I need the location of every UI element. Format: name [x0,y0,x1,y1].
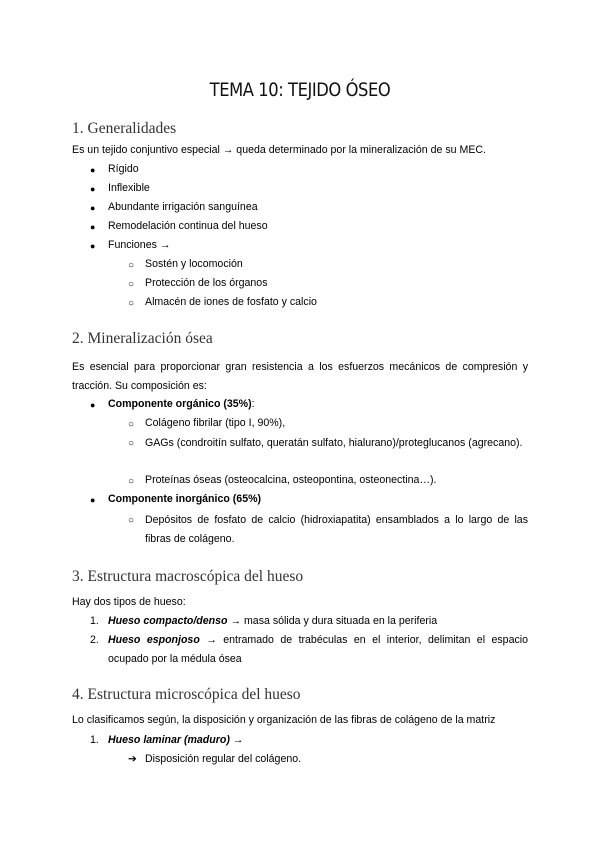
bullet-icon: ● [90,222,96,232]
item-label: Hueso laminar (maduro) [108,734,230,746]
item-text: → masa sólida y dura situada en la periferia [227,615,438,627]
section-1-heading: 1. Generalidades [72,120,177,137]
circle-bullet-icon: ○ [128,476,135,487]
list-item [108,614,437,630]
section-2-intro: Es esencial para proporcionar gran resistencia a los esfuerzos mecánicos de compresión y tracción. Su composición es: [72,361,528,392]
item-text: → [229,734,244,746]
bullet-icon: ● [90,495,96,505]
sub-list-item: Colágeno fibrilar (tipo I, 90%), [145,417,286,429]
list-number: 1. [90,615,99,627]
item-text: → entramado de trabéculas en el interior, delimitan el espacio ocupado por la médula ósea [108,634,528,665]
item-label: Hueso esponjoso [108,634,200,646]
list-item-inorganic: Componente inorgánico (65%) [108,493,262,505]
list-item [108,733,243,749]
list-number: 1. [90,734,99,746]
item-label: Hueso compacto/denso [108,615,228,627]
circle-bullet-icon: ○ [128,298,135,309]
section-3-heading: 3. Estructura macroscópica del hueso [72,568,304,585]
sub-list-item: Sostén y locomoción [145,258,243,270]
list-item-organic [108,397,255,413]
section-3-intro: Hay dos tipos de hueso: [72,596,186,608]
organic-colon: : [251,398,255,410]
bullet-icon: ● [90,184,96,194]
sub-list-item: Protección de los órganos [145,277,268,289]
sub-list-item: Depósitos de fosfato de calcio (hidroxiapatita) ensamblados a lo largo de las fibras de colágeno. [145,514,528,545]
bullet-icon: ● [90,165,96,175]
list-number: 2. [90,634,99,646]
circle-bullet-icon: ○ [128,260,135,271]
section-2-heading: 2. Mineralización ósea [72,330,213,347]
list-item: Funciones → [108,239,171,251]
circle-bullet-icon: ○ [128,279,135,290]
section-1-intro: Es un tejido conjuntivo especial → queda determinado por la mineralización de su MEC. [72,144,486,156]
section-4-heading: 4. Estructura microscópica del hueso [72,686,301,703]
arrow-icon: ➔ [128,753,137,765]
circle-bullet-icon: ○ [128,515,135,526]
sub-list-item: Disposición regular del colágeno. [145,753,302,765]
page-title: TEMA 10: TEJIDO ÓSEO [209,79,391,101]
circle-bullet-icon: ○ [128,438,135,449]
bullet-icon: ● [90,241,96,251]
list-item [108,631,528,669]
section-4-intro: Lo clasificamos según, la disposición y organización de las fibras de colágeno de la matriz [72,714,496,726]
sub-list-item: GAGs (condroitín sulfato, queratán sulfato, hialurano)/proteglucanos (agrecano). [145,437,523,449]
circle-bullet-icon: ○ [128,419,135,430]
bullet-icon: ● [90,400,96,410]
list-item: Remodelación continua del hueso [108,220,268,232]
list-item: Abundante irrigación sanguínea [108,201,258,213]
sub-list-item: Proteínas óseas (osteocalcina, osteopontina, osteonectina…). [145,474,437,486]
list-item: Inflexible [108,182,150,194]
organic-label: Componente orgánico (35%) [108,398,252,410]
sub-list-item: Almacén de iones de fosfato y calcio [145,296,317,308]
bullet-icon: ● [90,203,96,213]
list-item: Rígido [108,163,139,175]
